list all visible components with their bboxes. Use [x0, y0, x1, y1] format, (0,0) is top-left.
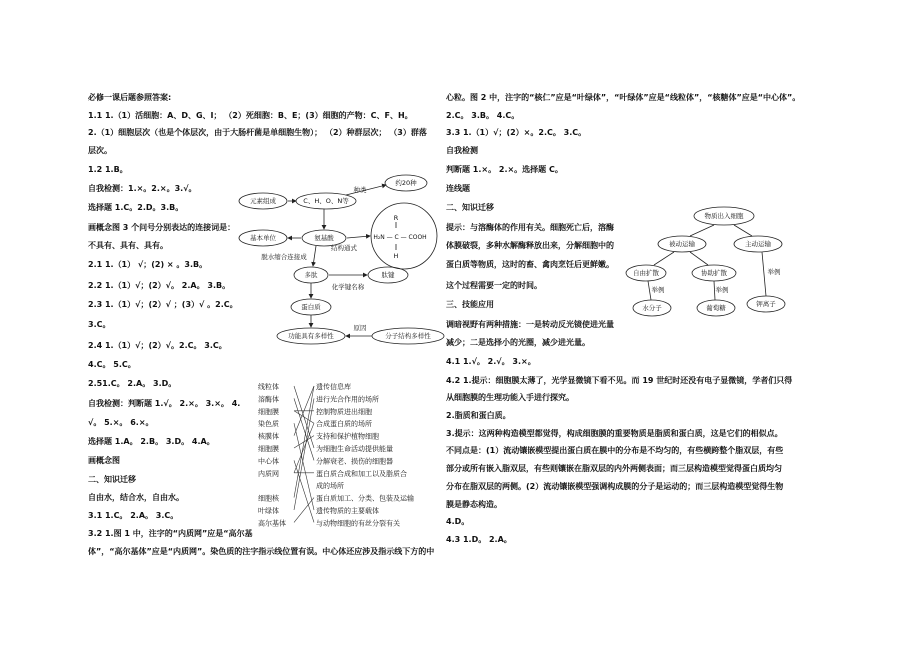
function-label: 进行光合作用的场所	[316, 395, 379, 404]
right-text-line: 3.提示：这两种构造模型都觉得，构成细胞膜的重要物质是脂质和蛋白质，这是它们的相似点。	[446, 429, 783, 438]
right-text-line: 分布在脂双层的两侧。(2）流动镶嵌模型强调构成膜的分子是运动的；而三层构造模型觉得生物	[446, 482, 784, 491]
tree-eg1: 举例	[651, 286, 665, 294]
left-text-line: 选择题 1.C。2.D。3.B。	[88, 203, 184, 212]
left-text-line: 自我检测：判断题 1.√。 2.×。 3.×。 4.	[88, 399, 241, 408]
tree-eg3: 举例	[767, 268, 781, 276]
left-text-line: 不具有、具有、具有。	[88, 241, 168, 250]
right-text-line: 这个过程需要一定的时间。	[446, 281, 542, 290]
left-text-line: 画概念图	[88, 456, 120, 465]
left-text-line: 3.1 1.C。 2.A。 3.C。	[88, 511, 179, 520]
right-text-line: 从细胞膜的生理功能入手进行探究。	[446, 393, 574, 402]
organelle-label: 内质网	[258, 469, 279, 478]
left-text-line: 1.2 1.B。	[88, 165, 128, 174]
peptide-label: 多肽	[304, 271, 318, 279]
right-text-line: 膜是静态构造。	[446, 500, 502, 509]
left-text-line: 2.1 1.（1） √；(2) × 。3.B。	[88, 260, 208, 269]
left-text-line: 必修一课后题参照答案:	[88, 93, 172, 102]
amino-acid-label: 氨基酸	[314, 234, 334, 242]
chem-key-label: 化学键名称	[331, 283, 365, 291]
organelle-label: 中心体	[258, 457, 279, 466]
formula-h: H	[393, 252, 399, 260]
match-line	[294, 460, 314, 522]
tree-active: 主动运输	[745, 240, 771, 248]
match-line	[294, 423, 314, 510]
left-text-line: 2.（1）细胞层次（也是个体层次，由于大肠杆菌是单细胞生物）； （2）种群层次； （3）群落	[88, 128, 427, 137]
dehydration-label: 脱水缩合连接成	[261, 253, 307, 261]
match-line	[294, 498, 314, 523]
right-text-line: 减少；二是选择小的光圈，减少进光量。	[446, 338, 590, 347]
right-text-line: 连线题	[446, 184, 470, 193]
right-text-line: 自我检测	[446, 146, 478, 155]
right-text-line: 二、知识迁移	[446, 203, 494, 212]
organelle-label: 细胞核	[258, 494, 279, 503]
left-text-line: 4.C。 5.C。	[88, 360, 136, 369]
function-label: 蛋白质加工、分类、包装及运输	[316, 494, 414, 503]
n20-label: 约20种	[395, 179, 417, 187]
function-label: 与动物细胞的有丝分裂有关	[316, 519, 400, 528]
tree-water: 水分子	[642, 304, 662, 312]
chon-label: C、H、O、N等	[303, 197, 349, 205]
formula-main: H₂N — C — COOH	[373, 234, 427, 241]
tree-root: 物质出入细胞	[704, 212, 744, 220]
left-text-line: 体”，“高尔基体”应是“内质网”。染色质的注字指示线位置有误。中心体还应涉及指示线下方的中	[88, 547, 435, 556]
elements-label: 元素组成	[250, 197, 276, 205]
reason-label: 原因	[353, 324, 367, 332]
function-label: 为细胞生命活动提供能量	[316, 445, 393, 453]
left-text-line: 3.2 1.图 1 中，注字的“内质网”应是“高尔基	[88, 529, 253, 538]
protein-label: 蛋白质	[301, 303, 321, 311]
function-label: 控制物质进出细胞	[316, 407, 372, 416]
species-label: 种类	[353, 186, 367, 194]
peptide-bond-label: 肽键	[381, 271, 395, 279]
basic-unit-label: 基本单位	[250, 234, 276, 242]
left-text-line: 自我检测：1.×。2.×。3.√。	[88, 184, 197, 193]
left-text-line: 2.4 1.（1）√；(2）√。2.C。 3.C。	[88, 341, 227, 350]
right-text-line: 4.2 1.提示：细胞膜太薄了，光学显微镜下看不见。而 19 世纪时还没有电子显微镜，学者们只得	[446, 376, 793, 385]
left-text-line: 2.3 1.（1）√；(2）√ ；(3）√ 。2.C。	[88, 300, 238, 309]
right-text-line: 不同点是：(1）流动镶嵌模型提出蛋白质在膜中的分布是不均匀的，有些横跨整个脂双层，有些	[446, 446, 784, 455]
left-text-line: √。 5.×。 6.×。	[88, 418, 154, 427]
function-label: 遗传物质的主要载体	[316, 507, 379, 515]
left-text-line: 自由水，结合水，自由水。	[88, 493, 184, 502]
left-text-line: 3.C。	[88, 320, 111, 329]
organelle-label: 细胞膜	[258, 445, 279, 453]
right-text-line: 体膜破裂，多种水解酶释放出来，分解细胞中的	[446, 241, 614, 250]
left-text-line: 选择题 1.A。 2.B。 3.D。 4.A。	[88, 437, 215, 446]
right-text-line: 4.1 1.√。 2.√。 3.×。	[446, 357, 536, 366]
tree-passive: 被动运输	[669, 240, 695, 248]
function-label: 遗传信息库	[316, 383, 351, 391]
right-text-line: 心粒。图 2 中，注字的“核仁”应是“叶绿体”，“叶绿体”应是“线粒体”，“核糖体”应是“中心体”。	[446, 93, 801, 102]
match-line	[294, 398, 314, 510]
tree-glucose: 葡萄糖	[706, 304, 726, 312]
right-text-line: 蛋白质等物质，这时的畜、禽肉烹饪后更鲜嫩。	[446, 260, 614, 269]
transport-tree	[618, 200, 798, 324]
left-text-line: 二、知识迁移	[88, 475, 136, 484]
organelle-label: 高尔基体	[258, 519, 286, 528]
organelle-matching	[256, 380, 456, 532]
tree-facilitated: 协助扩散	[701, 269, 727, 277]
match-line	[294, 398, 314, 460]
right-text-line: 2.脂质和蛋白质。	[446, 411, 511, 420]
struct-formula-label: 结构通式	[331, 244, 357, 252]
organelle-label: 叶绿体	[258, 507, 279, 515]
match-line	[294, 386, 314, 498]
organelle-label: 细胞膜	[258, 407, 279, 416]
right-text-line: 提示：与溶酶体的作用有关。细胞死亡后，溶酶	[446, 223, 614, 232]
left-text-line: 2.2 1.（1）√；(2）√。 2.A。 3.B。	[88, 281, 231, 290]
left-text-line: 2.51.C。 2.A。 3.D。	[88, 379, 177, 388]
organelle-label: 染色质	[258, 420, 279, 429]
match-line	[294, 411, 314, 423]
organelle-label: 溶酶体	[258, 395, 279, 404]
functions-label: 功能具有多样性	[288, 332, 334, 340]
right-text-line: 调暗视野有两种措施：一是转动反光镜使进光量	[446, 320, 614, 329]
right-text-line: 判断题 1.×。 2.×。选择题 C。	[446, 165, 563, 174]
function-label: 支持和保护植物细胞	[316, 432, 379, 441]
left-text-line: 层次。	[88, 146, 112, 155]
function-label: 成的场所	[316, 482, 344, 491]
left-text-line: 画概念图 3 个问号分别表达的连接词是：	[88, 223, 236, 232]
tree-free: 自由扩散	[633, 269, 659, 277]
tree-eg2: 举例	[715, 286, 729, 294]
function-label: 分解衰老、损伤的细胞器	[316, 457, 393, 466]
function-label: 蛋白质合成和加工以及脂质合	[316, 469, 407, 478]
right-text-line: 部分或所有嵌入脂双层，有些则镶嵌在脂双层的内外两侧表面；而三层构造模型觉得蛋白质均匀	[446, 464, 782, 473]
left-text-line: 1.1 1.（1）活细胞：A、D、G、I； （2）死细胞：B、E；(3）细胞的产物：C、F、H。	[88, 111, 413, 120]
right-text-line: 4.D。	[446, 517, 470, 526]
function-label: 合成蛋白质的场所	[316, 420, 372, 429]
right-text-line: 三、技能应用	[446, 300, 494, 309]
right-text-line: 4.3 1.D。 2.A。	[446, 535, 512, 544]
diversity-label: 分子结构多样性	[385, 332, 431, 340]
organelle-label: 核膜体	[258, 432, 279, 441]
right-text-line: 3.3 1.（1）√；(2）×。2.C。 3.C。	[446, 128, 587, 137]
formula-r: R	[393, 214, 399, 222]
right-text-line: 2.C。 3.B。 4.C。	[446, 111, 520, 120]
organelle-label: 线粒体	[258, 383, 279, 391]
protein-concept-map	[236, 170, 452, 352]
tree-potassium: 钾离子	[756, 300, 776, 308]
